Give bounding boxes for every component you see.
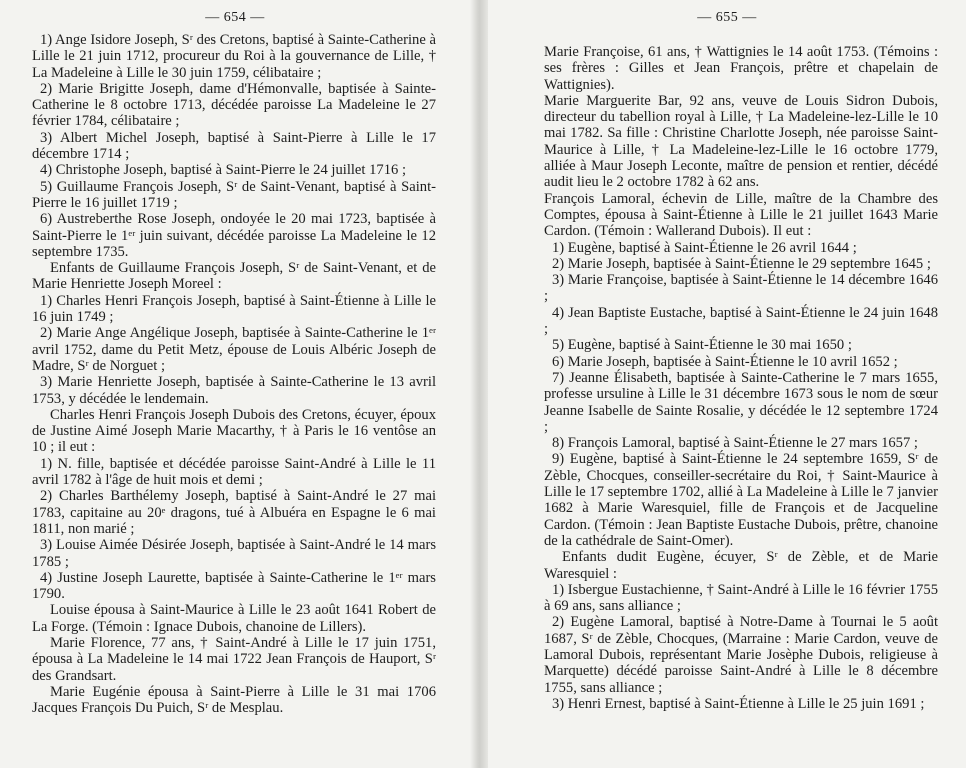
paragraph: Marie Marguerite Bar, 92 ans, veuve de Louis Sidron Dubois, directeur du tabellion royal à Lille, † La Madeleine-lez-Lille le 10 mai 1782. Sa fille : Christine Charlotte Joseph, née paroisse Saint-Maurice à Lille, † La Madeleine-lez-Lille le 16 octobre 1779, alliée à Maur Joseph Leconte, maître de pension et rentier, décédé audit lieu le 2 octobre 1782 à 62 ans.: [544, 92, 938, 191]
paragraph: Enfants de Guillaume François Joseph, Sʳ de Saint-Venant, et de Marie Henriette Joseph Moreel :: [32, 260, 436, 293]
paragraph: 2) Eugène Lamoral, baptisé à Notre-Dame à Tournai le 5 août 1687, Sʳ de Zèble, Chocques, (Marraine : Marie Cardon, veuve de Lamoral Dubois, représentant Marie Josèphe Dubois, religieuse à Marquette) décédé paroisse Saint-André à Lille le 8 décembre 1755, sans alliance ;: [544, 614, 938, 696]
paragraph: 1) Ange Isidore Joseph, Sʳ des Cretons, baptisé à Sainte-Catherine à Lille le 21 juin 1712, procureur du Roi à la gouvernance de Lille, † La Madeleine à Lille le 30 juin 1759, célibataire ;: [32, 32, 436, 81]
page-number: — 654 —: [205, 10, 265, 25]
paragraph: Marie Eugénie épousa à Saint-Pierre à Lille le 31 mai 1706 Jacques François Du Puich, Sʳ de Mesplau.: [32, 683, 436, 717]
paragraph: Marie Florence, 77 ans, † Saint-André à Lille le 17 juin 1751, épousa à La Madeleine le 14 mai 1722 Jean François de Hauport, Sʳ des Grandsart.: [32, 634, 436, 684]
paragraph: 2) Charles Barthélemy Joseph, baptisé à Saint-André le 27 mai 1783, capitaine au 20ᵉ dragons, tué à Albuéra en Espagne le 6 mai 1811, non marié ;: [32, 488, 436, 537]
paragraph: Louise épousa à Saint-Maurice à Lille le 23 août 1641 Robert de La Forge. (Témoin : Ignace Dubois, chanoine de Lillers).: [32, 602, 436, 635]
paragraph: 8) François Lamoral, baptisé à Saint-Étienne le 27 mars 1657 ;: [552, 435, 918, 452]
book-gutter: [470, 0, 488, 768]
paragraph: Charles Henri François Joseph Dubois des Cretons, écuyer, époux de Justine Aimé Joseph Marie Macarthy, † à Paris le 16 ventôse an 10 ; il eut :: [32, 406, 436, 456]
paragraph: 1) Eugène, baptisé à Saint-Étienne le 26 avril 1644 ;: [552, 239, 857, 256]
paragraph: 4) Christophe Joseph, baptisé à Saint-Pierre le 24 juillet 1716 ;: [40, 162, 406, 179]
paragraph: 5) Eugène, baptisé à Saint-Étienne le 30 mai 1650 ;: [552, 337, 852, 354]
paragraph: François Lamoral, échevin de Lille, maître de la Chambre des Comptes, épousa à Saint-Étienne à Lille le 21 juillet 1643 Marie Cardon. (Témoin : Wallerand Dubois). Il eut :: [544, 190, 938, 240]
paragraph: 1) Isbergue Eustachienne, † Saint-André à Lille le 16 février 1755 à 69 ans, sans alliance ;: [544, 581, 938, 615]
paragraph: 5) Guillaume François Joseph, Sʳ de Saint-Venant, baptisé à Saint-Pierre le 16 juillet 1719 ;: [32, 178, 436, 211]
page-number: — 655 —: [697, 10, 757, 25]
page-body: [32, 32, 436, 716]
right-page: [488, 0, 966, 768]
paragraph: 1) N. fille, baptisée et décédée paroisse Saint-André à Lille le 11 avril 1782 à l'âge de huit mois et demi ;: [32, 455, 436, 489]
paragraph: 3) Henri Ernest, baptisé à Saint-Étienne à Lille le 25 juin 1691 ;: [552, 695, 925, 712]
paragraph: 1) Charles Henri François Joseph, baptisé à Saint-Étienne à Lille le 16 juin 1749 ;: [32, 292, 436, 326]
paragraph: 6) Austreberthe Rose Joseph, ondoyée le 20 mai 1723, baptisée à Saint-Pierre le 1ᵉʳ juin suivant, décédée paroisse La Madeleine le 12 septembre 1735.: [32, 211, 436, 260]
paragraph: 4) Jean Baptiste Eustache, baptisé à Saint-Étienne le 24 juin 1648 ;: [544, 304, 938, 338]
paragraph: 4) Justine Joseph Laurette, baptisée à Sainte-Catherine le 1ᵉʳ mars 1790.: [32, 569, 436, 603]
paragraph: 3) Louise Aimée Désirée Joseph, baptisée à Saint-André le 14 mars 1785 ;: [32, 537, 436, 570]
paragraph: 6) Marie Joseph, baptisée à Saint-Étienne le 10 avril 1652 ;: [552, 353, 898, 370]
paragraph: Enfants dudit Eugène, écuyer, Sʳ de Zèble, et de Marie Waresquiel :: [544, 549, 938, 582]
paragraph: 3) Marie Françoise, baptisée à Saint-Étienne le 14 décembre 1646 ;: [544, 272, 938, 305]
paragraph: 9) Eugène, baptisé à Saint-Étienne le 24 septembre 1659, Sʳ de Zèble, Chocques, conseiller-secrétaire du Roi, † Saint-Maurice à Lille le 17 septembre 1702, allié à La Madeleine à Lille le 7 janvier 1682 à Marie Waresquiel, fille de François et de Jacqueline Cardon. (Témoin : Jean Baptiste Eustache Dubois, prêtre, chanoine de la cathédrale de Saint-Omer).: [544, 451, 938, 549]
paragraph: 3) Albert Michel Joseph, baptisé à Saint-Pierre à Lille le 17 décembre 1714 ;: [32, 129, 436, 163]
page-body: [544, 44, 938, 712]
paragraph: 3) Marie Henriette Joseph, baptisée à Sainte-Catherine le 13 avril 1753, y décédée le lendemain.: [32, 374, 436, 407]
paragraph: 2) Marie Brigitte Joseph, dame d'Hémonvalle, baptisée à Sainte-Catherine le 8 octobre 1713, décédée paroisse La Madeleine le 27 février 1784, célibataire ;: [32, 80, 436, 130]
paragraph: 2) Marie Joseph, baptisée à Saint-Étienne le 29 septembre 1645 ;: [552, 255, 931, 272]
paragraph: 2) Marie Ange Angélique Joseph, baptisée à Sainte-Catherine le 1ᵉʳ avril 1752, dame du Petit Metz, épouse de Louis Albéric Joseph de Madre, Sʳ de Norguet ;: [32, 325, 436, 374]
paragraph: Marie Françoise, 61 ans, † Wattignies le 14 août 1753. (Témoins : ses frères : Gilles et Jean François, prêtre et chapelain de Wattignies).: [544, 44, 938, 93]
paragraph: 7) Jeanne Élisabeth, baptisée à Sainte-Catherine le 7 mars 1655, professe ursuline à Lille le 31 décembre 1673 sous le nom de sœur Jeanne Isabelle de Sainte Rosalie, y décédée le 12 septembre 1724 ;: [544, 369, 938, 435]
left-page: [0, 0, 470, 768]
